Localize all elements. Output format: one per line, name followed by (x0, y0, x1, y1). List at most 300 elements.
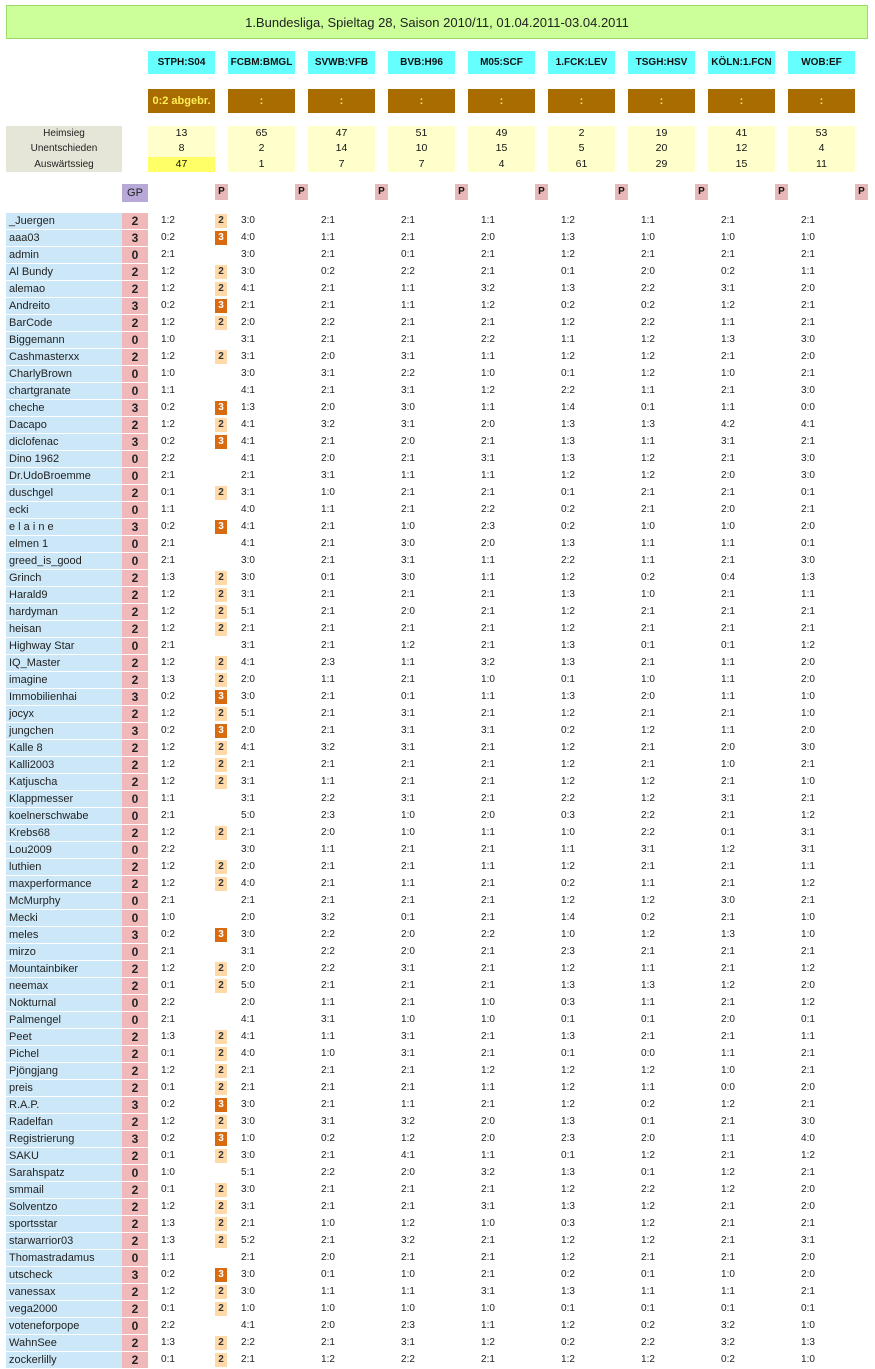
stat-away-value: 47 (148, 157, 215, 172)
points-cell: 2 (215, 1081, 227, 1095)
gp-value: 3 (122, 1267, 148, 1283)
gp-value: 3 (122, 723, 148, 739)
tip-cell: 3:1 (401, 708, 415, 719)
tip-cell: 2:1 (481, 606, 495, 617)
gp-value: 2 (122, 1114, 148, 1130)
tip-cell: 1:1 (321, 504, 335, 515)
gp-value: 2 (122, 859, 148, 875)
table-row (6, 740, 868, 757)
tip-cell: 1:2 (561, 317, 575, 328)
tip-cell: 3:1 (401, 385, 415, 396)
tip-cell: 2:0 (321, 1320, 335, 1331)
tip-cell: 0:1 (561, 1303, 575, 1314)
tip-cell: 1:0 (161, 334, 175, 345)
tip-cell: 1:2 (721, 1184, 735, 1195)
player-name[interactable]: mirzo (6, 944, 122, 960)
tip-cell: 2:1 (321, 1065, 335, 1076)
player-name[interactable]: elmen 1 (6, 536, 122, 552)
tip-cell: 1:2 (321, 1354, 335, 1365)
tip-cell: 2:2 (481, 504, 495, 515)
tip-cell: 2:1 (481, 1235, 495, 1246)
player-name[interactable]: Kalle 8 (6, 740, 122, 756)
player-name[interactable]: greed_is_good (6, 553, 122, 569)
tip-cell: 2:1 (161, 249, 175, 260)
tip-cell: 2:1 (721, 1201, 735, 1212)
tip-cell: 2:1 (721, 708, 735, 719)
tip-cell: 3:1 (801, 827, 815, 838)
tip-cell: 2:1 (321, 215, 335, 226)
player-name[interactable]: Klappmesser (6, 791, 122, 807)
tip-cell: 1:1 (321, 1031, 335, 1042)
gp-value: 0 (122, 1012, 148, 1028)
tip-cell: 2:1 (161, 538, 175, 549)
tip-cell: 1:1 (641, 436, 655, 447)
points-cell: 3 (215, 1132, 227, 1146)
tip-cell: 2:1 (801, 1167, 815, 1178)
player-name[interactable]: Dino 1962 (6, 451, 122, 467)
stat-draw-value: 2 (258, 142, 265, 155)
tip-cell: 0:2 (561, 725, 575, 736)
tip-cell: 2:0 (241, 963, 255, 974)
tip-cell: 2:1 (721, 1150, 735, 1161)
tip-cell: 2:1 (241, 300, 255, 311)
points-cell: 2 (215, 1353, 227, 1367)
player-name[interactable]: Al Bundy (6, 264, 122, 280)
tip-cell: 1:1 (481, 402, 495, 413)
player-name[interactable]: Dr.UdoBroemme (6, 468, 122, 484)
tip-cell: 2:3 (321, 810, 335, 821)
player-name[interactable]: Nokturnal (6, 995, 122, 1011)
tip-cell: 1:0 (241, 1133, 255, 1144)
player-name[interactable]: Palmengel (6, 1012, 122, 1028)
stat-label-home: Heimsieg (43, 128, 85, 139)
tip-cell: 1:2 (561, 215, 575, 226)
tip-cell: 1:2 (161, 827, 175, 838)
tip-cell: 3:0 (241, 215, 255, 226)
tip-cell: 3:1 (241, 793, 255, 804)
tip-cell: 0:4 (721, 572, 735, 583)
player-name[interactable]: utscheck (6, 1267, 122, 1283)
points-cell: 3 (215, 520, 227, 534)
player-name[interactable]: preis (6, 1080, 122, 1096)
tip-cell: 3:2 (481, 1167, 495, 1178)
tip-cell: 1:0 (401, 827, 415, 838)
player-name[interactable]: aaa03 (6, 230, 122, 246)
tip-cell: 2:0 (321, 1252, 335, 1263)
table-row (6, 757, 868, 774)
player-name[interactable]: jungchen (6, 723, 122, 739)
tip-cell: 4:1 (241, 385, 255, 396)
tip-cell: 2:1 (401, 997, 415, 1008)
match-label: STPH:S04 (148, 51, 215, 74)
table-row (6, 978, 868, 995)
table-row (6, 1080, 868, 1097)
tip-cell: 1:3 (161, 1218, 175, 1229)
player-name[interactable]: McMurphy (6, 893, 122, 909)
player-name[interactable]: heisan (6, 621, 122, 637)
tip-cell: 1:1 (481, 215, 495, 226)
tip-cell: 1:2 (481, 385, 495, 396)
tip-cell: 1:2 (641, 1065, 655, 1076)
tip-cell: 0:2 (641, 1099, 655, 1110)
tip-cell: 0:2 (561, 521, 575, 532)
player-name[interactable]: Peet (6, 1029, 122, 1045)
tip-cell: 1:0 (401, 1269, 415, 1280)
match-result: : (468, 89, 535, 113)
tip-cell: 1:0 (721, 232, 735, 243)
tip-cell: 5:0 (241, 810, 255, 821)
tip-cell: 1:2 (561, 606, 575, 617)
tip-cell: 1:4 (561, 912, 575, 923)
tip-cell: 1:3 (161, 1235, 175, 1246)
table-row (6, 1199, 868, 1216)
gp-value: 2 (122, 1352, 148, 1368)
tip-cell: 2:1 (241, 1082, 255, 1093)
tip-cell: 2:0 (401, 436, 415, 447)
player-name[interactable]: Pjöngjang (6, 1063, 122, 1079)
points-cell: 2 (215, 1183, 227, 1197)
table-row (6, 1165, 868, 1182)
match-label: FCBM:BMGL (228, 51, 295, 74)
tip-cell: 0:1 (561, 266, 575, 277)
player-name[interactable]: Andreito (6, 298, 122, 314)
player-name[interactable]: koelnerschwabe (6, 808, 122, 824)
tip-cell: 1:0 (721, 368, 735, 379)
table-row (6, 230, 868, 247)
tip-cell: 2:1 (481, 1184, 495, 1195)
tip-cell: 4:0 (241, 1048, 255, 1059)
tip-cell: 0:1 (561, 1048, 575, 1059)
player-name[interactable]: Highway Star (6, 638, 122, 654)
stat-draw-value: 4 (818, 142, 825, 155)
tip-cell: 4:1 (241, 657, 255, 668)
tip-cell: 2:1 (481, 623, 495, 634)
player-name[interactable]: e l a i n e (6, 519, 122, 535)
player-name[interactable]: meles (6, 927, 122, 943)
player-name[interactable]: WahnSee (6, 1335, 122, 1351)
table-row (6, 1114, 868, 1131)
tip-cell: 1:2 (161, 861, 175, 872)
player-name[interactable]: starwarrior03 (6, 1233, 122, 1249)
player-name[interactable]: Thomastradamus (6, 1250, 122, 1266)
tip-cell: 1:1 (321, 997, 335, 1008)
tip-cell: 2:1 (401, 980, 415, 991)
gp-value: 2 (122, 349, 148, 365)
tip-cell: 2:2 (401, 266, 415, 277)
gp-value: 2 (122, 281, 148, 297)
points-cell: 2 (215, 350, 227, 364)
tip-cell: 1:1 (481, 1320, 495, 1331)
player-name[interactable]: _Juergen (6, 213, 122, 229)
tip-cell: 2:1 (481, 1048, 495, 1059)
player-name[interactable]: Grinch (6, 570, 122, 586)
tip-cell: 2:0 (801, 980, 815, 991)
player-name[interactable]: jocyx (6, 706, 122, 722)
match-label: BVB:H96 (388, 51, 455, 74)
table-row (6, 706, 868, 723)
tip-cell: 3:1 (481, 1286, 495, 1297)
table-row (6, 553, 868, 570)
player-name[interactable]: alemao (6, 281, 122, 297)
player-name[interactable]: voteneforpope (6, 1318, 122, 1334)
table-row (6, 1233, 868, 1250)
tip-cell: 0:2 (161, 691, 175, 702)
stat-away-value: 4 (498, 157, 505, 170)
player-name[interactable]: Radelfan (6, 1114, 122, 1130)
tip-cell: 1:1 (721, 691, 735, 702)
tip-cell: 1:1 (801, 589, 815, 600)
gp-value: 2 (122, 672, 148, 688)
tip-cell: 1:1 (321, 776, 335, 787)
tip-cell: 2:0 (241, 861, 255, 872)
tip-cell: 1:0 (401, 810, 415, 821)
tip-cell: 1:1 (641, 385, 655, 396)
table-row (6, 451, 868, 468)
player-name[interactable]: neemax (6, 978, 122, 994)
tip-cell: 1:2 (561, 1065, 575, 1076)
stat-home-value: 53 (815, 127, 828, 139)
tip-cell: 2:1 (641, 504, 655, 515)
tip-cell: 0:1 (161, 980, 175, 991)
player-name[interactable]: Dacapo (6, 417, 122, 433)
table-row (6, 842, 868, 859)
table-row (6, 1148, 868, 1165)
table-row (6, 1097, 868, 1114)
tip-cell: 1:1 (721, 402, 735, 413)
tip-cell: 2:1 (321, 759, 335, 770)
tip-cell: 2:0 (481, 538, 495, 549)
player-name[interactable]: Lou2009 (6, 842, 122, 858)
tip-cell: 1:0 (801, 232, 815, 243)
player-name[interactable]: Krebs68 (6, 825, 122, 841)
player-name[interactable]: cheche (6, 400, 122, 416)
tip-cell: 1:2 (641, 776, 655, 787)
stat-draw-value: 14 (335, 142, 348, 155)
tip-cell: 1:2 (641, 725, 655, 736)
player-name[interactable]: hardyman (6, 604, 122, 620)
tip-cell: 1:2 (641, 929, 655, 940)
player-name[interactable]: vega2000 (6, 1301, 122, 1317)
tip-cell: 4:1 (241, 1320, 255, 1331)
player-name[interactable]: R.A.P. (6, 1097, 122, 1113)
player-name[interactable]: chartgranate (6, 383, 122, 399)
tip-cell: 2:0 (801, 521, 815, 532)
tip-cell: 3:0 (241, 1099, 255, 1110)
table-row (6, 723, 868, 740)
player-name[interactable]: admin (6, 247, 122, 263)
player-name[interactable]: Registrierung (6, 1131, 122, 1147)
tip-cell: 1:3 (561, 589, 575, 600)
tip-cell: 1:1 (481, 1150, 495, 1161)
tip-cell: 1:3 (161, 1031, 175, 1042)
tip-cell: 2:1 (401, 334, 415, 345)
tip-cell: 3:2 (401, 1116, 415, 1127)
match-label: TSGH:HSV (628, 51, 695, 74)
tip-cell: 1:1 (721, 674, 735, 685)
tip-cell: 2:1 (321, 521, 335, 532)
tip-cell: 1:2 (161, 419, 175, 430)
tip-cell: 2:1 (801, 946, 815, 957)
tip-cell: 2:1 (241, 895, 255, 906)
tip-cell: 1:1 (721, 317, 735, 328)
tip-cell: 1:2 (401, 1133, 415, 1144)
points-cell: 3 (215, 724, 227, 738)
player-name[interactable]: imagine (6, 672, 122, 688)
tip-cell: 1:2 (561, 1320, 575, 1331)
gp-value: 0 (122, 383, 148, 399)
points-cell: 2 (215, 571, 227, 585)
tip-cell: 3:2 (321, 742, 335, 753)
tip-cell: 2:0 (801, 283, 815, 294)
tip-cell: 1:2 (481, 300, 495, 311)
tip-cell: 2:1 (321, 1150, 335, 1161)
tip-cell: 2:0 (401, 606, 415, 617)
tip-cell: 2:1 (321, 249, 335, 260)
tip-cell: 2:1 (481, 640, 495, 651)
tip-cell: 3:1 (641, 844, 655, 855)
player-name[interactable]: ecki (6, 502, 122, 518)
points-cell: 2 (215, 282, 227, 296)
tip-cell: 0:1 (561, 1150, 575, 1161)
player-name[interactable]: vanessax (6, 1284, 122, 1300)
tip-cell: 2:1 (721, 1252, 735, 1263)
tip-cell: 2:0 (721, 742, 735, 753)
table-row (6, 264, 868, 281)
gp-value: 2 (122, 1301, 148, 1317)
points-cell: 2 (215, 1285, 227, 1299)
tip-cell: 2:2 (401, 368, 415, 379)
tip-cell: 2:1 (481, 249, 495, 260)
stat-home-value: 41 (735, 127, 748, 139)
points-cell: 2 (215, 741, 227, 755)
tip-cell: 2:1 (801, 623, 815, 634)
player-name[interactable]: Mecki (6, 910, 122, 926)
tip-cell: 1:2 (641, 351, 655, 362)
player-name[interactable]: SAKU (6, 1148, 122, 1164)
tip-cell: 2:1 (481, 895, 495, 906)
tip-cell: 1:0 (641, 674, 655, 685)
tip-cell: 2:1 (161, 640, 175, 651)
tip-cell: 1:0 (721, 1065, 735, 1076)
tip-cell: 2:2 (481, 929, 495, 940)
player-name[interactable]: CharlyBrown (6, 366, 122, 382)
table-row (6, 1284, 868, 1301)
tip-cell: 1:0 (641, 232, 655, 243)
tip-cell: 3:1 (241, 776, 255, 787)
player-name[interactable]: luthien (6, 859, 122, 875)
player-name[interactable]: Biggemann (6, 332, 122, 348)
player-name[interactable]: Cashmasterxx (6, 349, 122, 365)
gp-value: 3 (122, 1097, 148, 1113)
gp-value: 0 (122, 468, 148, 484)
tip-cell: 2:2 (641, 317, 655, 328)
tip-cell: 2:1 (641, 742, 655, 753)
tip-cell: 2:1 (321, 708, 335, 719)
tip-cell: 3:1 (401, 351, 415, 362)
player-name[interactable]: Pichel (6, 1046, 122, 1062)
tip-cell: 2:1 (721, 555, 735, 566)
points-header: P (615, 184, 628, 200)
points-header: P (295, 184, 308, 200)
tip-cell: 2:1 (241, 623, 255, 634)
tip-cell: 5:1 (241, 1167, 255, 1178)
tip-cell: 1:2 (561, 1082, 575, 1093)
tip-cell: 2:1 (801, 300, 815, 311)
tip-cell: 1:2 (801, 878, 815, 889)
points-header: P (855, 184, 868, 200)
points-cell: 2 (215, 656, 227, 670)
tip-cell: 1:2 (161, 759, 175, 770)
tip-cell: 2:2 (161, 1320, 175, 1331)
tip-cell: 1:1 (161, 504, 175, 515)
tip-cell: 0:1 (321, 1269, 335, 1280)
player-name[interactable]: Sarahspatz (6, 1165, 122, 1181)
player-name[interactable]: BarCode (6, 315, 122, 331)
tip-cell: 2:2 (321, 963, 335, 974)
points-cell: 2 (215, 1115, 227, 1129)
tip-cell: 1:1 (641, 538, 655, 549)
gp-value: 0 (122, 536, 148, 552)
tip-cell: 2:1 (801, 317, 815, 328)
tip-cell: 1:3 (241, 402, 255, 413)
player-name[interactable]: Kalli2003 (6, 757, 122, 773)
player-name[interactable]: diclofenac (6, 434, 122, 450)
tip-cell: 2:1 (401, 844, 415, 855)
player-name[interactable]: Solventzo (6, 1199, 122, 1215)
tip-cell: 2:1 (401, 504, 415, 515)
tip-cell: 1:2 (161, 215, 175, 226)
player-name[interactable]: zockerlilly (6, 1352, 122, 1368)
tip-cell: 1:2 (801, 1150, 815, 1161)
tip-cell: 1:2 (561, 623, 575, 634)
points-cell: 2 (215, 605, 227, 619)
player-name[interactable]: IQ_Master (6, 655, 122, 671)
tip-cell: 1:2 (481, 1065, 495, 1076)
tip-cell: 1:1 (641, 1286, 655, 1297)
tip-cell: 1:1 (321, 674, 335, 685)
tip-cell: 2:1 (641, 861, 655, 872)
tip-cell: 3:0 (801, 742, 815, 753)
player-name[interactable]: Immobilienhai (6, 689, 122, 705)
player-name[interactable]: Katjuscha (6, 774, 122, 790)
player-name[interactable]: maxperformance (6, 876, 122, 892)
tip-cell: 3:0 (801, 334, 815, 345)
tip-cell: 3:0 (401, 402, 415, 413)
tip-cell: 4:1 (401, 1150, 415, 1161)
tip-cell: 2:1 (321, 300, 335, 311)
player-name[interactable]: duschgel (6, 485, 122, 501)
tip-cell: 2:1 (481, 759, 495, 770)
player-name[interactable]: Harald9 (6, 587, 122, 603)
tip-cell: 1:1 (401, 1286, 415, 1297)
tip-cell: 0:1 (321, 572, 335, 583)
tip-cell: 2:1 (401, 895, 415, 906)
tip-cell: 0:2 (561, 1269, 575, 1280)
tip-cell: 1:0 (161, 1167, 175, 1178)
tip-cell: 1:1 (401, 470, 415, 481)
player-name[interactable]: smmail (6, 1182, 122, 1198)
tip-cell: 4:1 (241, 453, 255, 464)
tip-cell: 3:0 (801, 1116, 815, 1127)
points-cell: 2 (215, 418, 227, 432)
table-row (6, 621, 868, 638)
tip-cell: 2:1 (641, 946, 655, 957)
tip-cell: 2:0 (801, 657, 815, 668)
player-name[interactable]: sportsstar (6, 1216, 122, 1232)
tip-cell: 2:1 (321, 1184, 335, 1195)
stat-label-draw: Unentschieden (30, 143, 98, 155)
player-name[interactable]: Mountainbiker (6, 961, 122, 977)
